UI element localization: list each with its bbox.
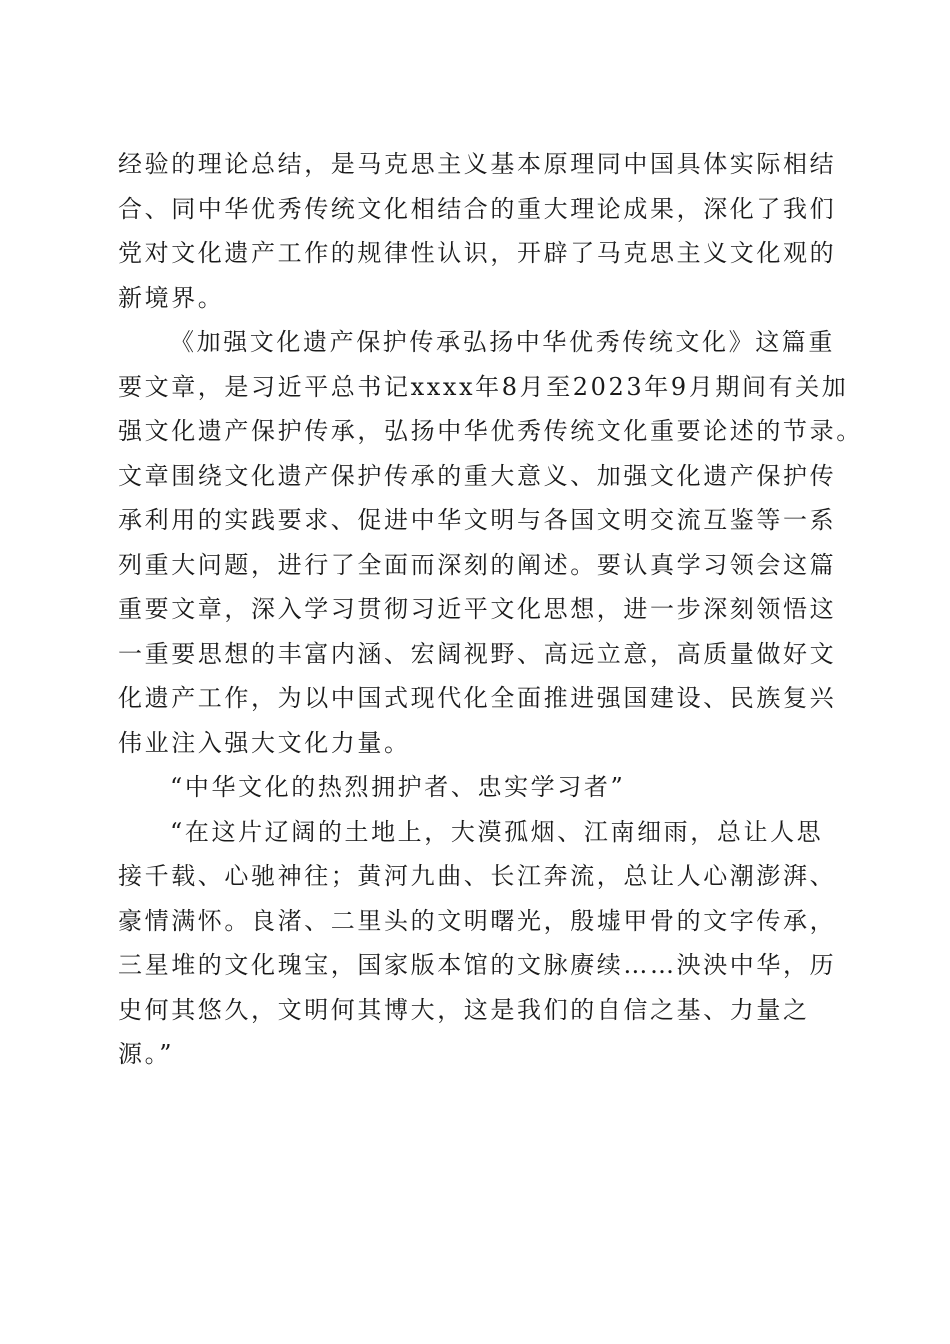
paragraph-line: 接千载、心驰神往；黄河九曲、长江奔流，总让人心潮澎湃、 [118, 862, 837, 890]
paragraph-3 [118, 810, 837, 1077]
paragraph-line: 新境界。 [118, 283, 225, 312]
document-body [118, 142, 863, 1077]
paragraph-line: 化遗产工作，为以中国式现代化全面推进强国建设、民族复兴 [118, 684, 837, 712]
section-heading-text: “中华文化的热烈拥护者、忠实学习者” [170, 773, 626, 801]
paragraph-line: 《加强文化遗产保护传承弘扬中华优秀传统文化》这篇重 [170, 328, 835, 356]
paragraph-line: 源。” [118, 1040, 175, 1068]
paragraph-1 [118, 142, 837, 320]
paragraph-line: 列重大问题，进行了全面而深刻的阐述。要认真学习领会这篇 [118, 550, 837, 579]
paragraph-line: 经验的理论总结，是马克思主义基本原理同中国具体实际相结 [118, 150, 837, 178]
paragraph-line: 强文化遗产保护传承，弘扬中华优秀传统文化重要论述的节录。 [118, 417, 863, 445]
paragraph-line: 豪情满怀。良渚、二里头的文明曙光，殷墟甲骨的文字传承， [118, 906, 837, 935]
paragraph-line: 伟业注入强大文化力量。 [118, 728, 411, 757]
paragraph-line: 史何其悠久，文明何其博大，这是我们的自信之基、力量之 [118, 995, 810, 1024]
paragraph-line: 承利用的实践要求、促进中华文明与各国文明交流互鉴等一系 [118, 506, 837, 534]
paragraph-line: “在这片辽阔的土地上，大漠孤烟、江南细雨，总让人思 [170, 817, 824, 846]
paragraph-2 [118, 320, 863, 765]
paragraph-line: 党对文化遗产工作的规律性认识，开辟了马克思主义文化观的 [118, 239, 837, 267]
paragraph-line: 要文章，是习近平总书记xxxx年8月至2023年9月期间有关加 [118, 372, 849, 401]
paragraph-line: 三星堆的文化瑰宝，国家版本馆的文脉赓续……泱泱中华，历 [118, 951, 837, 979]
paragraph-line: 合、同中华优秀传统文化相结合的重大理论成果，深化了我们 [118, 194, 837, 223]
paragraph-line: 重要文章，深入学习贯彻习近平文化思想，进一步深刻领悟这 [118, 595, 837, 623]
paragraph-line: 文章围绕文化遗产保护传承的重大意义、加强文化遗产保护传 [118, 461, 837, 490]
paragraph-line: 一重要思想的丰富内涵、宏阔视野、高远立意，高质量做好文 [118, 639, 837, 668]
section-heading [118, 765, 833, 810]
